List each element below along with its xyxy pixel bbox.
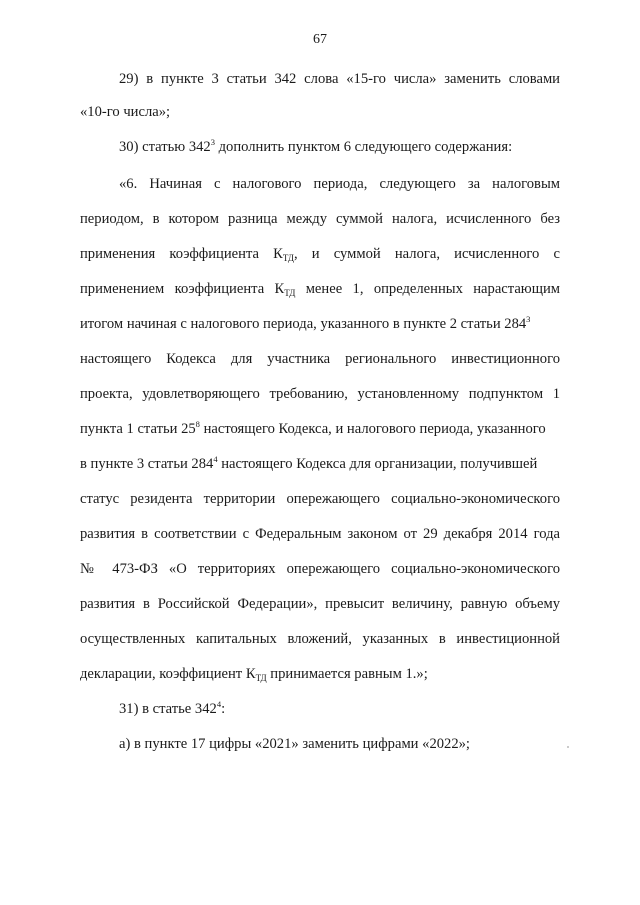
text-line: 30) статью $342^3$ дополнить пунктом 6 следующего содержания:: [119, 137, 513, 155]
superscript: 4: [213, 454, 218, 464]
superscript: 4: [216, 699, 222, 709]
scan-speck: [567, 746, 569, 748]
page-number: 67: [313, 32, 327, 47]
subscript: ТД: [284, 288, 296, 298]
text-line: применения коэффициента $К_{ТД}$, и суммой налога, исчисленного с: [80, 246, 560, 263]
text-line: 29) в пункте 3 статьи 342 слова «15-го числа» заменить словами: [119, 71, 560, 87]
text-line: развития в соответствии с Федеральным законом от 29 декабря 2014 года: [80, 526, 560, 542]
text-line: в пункте 3 статьи $284^4$ настоящего Кодекса для организации, получившей: [80, 454, 538, 472]
text-line: развития в Российской Федерации», превысит величину, равную объему: [80, 596, 560, 612]
text-line: итогом начиная с налогового периода, указанного в пункте 2 статьи $284^3$: [80, 314, 531, 332]
text-line: 31) в статье $342^4$:: [119, 699, 226, 717]
text-line: осуществленных капитальных вложений, указанных в инвестиционной: [80, 631, 560, 647]
text-line: применением коэффициента $К_{ТД}$ менее 1, определенных нарастающим: [80, 281, 560, 298]
superscript: 3: [526, 314, 531, 324]
text-line: статус резидента территории опережающего социально-экономического: [80, 491, 560, 507]
superscript: 3: [210, 137, 215, 147]
text-line: проекта, удовлетворяющего требованию, установленному подпунктом 1: [80, 386, 560, 402]
text-line: «10-го числа»;: [80, 104, 171, 120]
text-line: настоящего Кодекса для участника регионального инвестиционного: [80, 351, 560, 367]
subscript: ТД: [282, 253, 294, 263]
text-line: № 473-ФЗ «О территориях опережающего социально-экономического: [80, 561, 560, 577]
text-line: пункта 1 статьи $25^8$ настоящего Кодекса, и налогового периода, указанного: [80, 419, 546, 437]
superscript: 8: [195, 419, 200, 429]
subscript: ТД: [255, 673, 267, 683]
text-line: «6. Начиная с налогового периода, следующего за налоговым: [119, 176, 560, 192]
text-line: а) в пункте 17 цифры «2021» заменить цифрами «2022»;: [119, 736, 470, 752]
text-line: декларации, коэффициент $К_{ТД}$ принимается равным 1.»;: [80, 666, 428, 683]
text-line: периодом, в котором разница между суммой налога, исчисленного без: [80, 211, 560, 227]
